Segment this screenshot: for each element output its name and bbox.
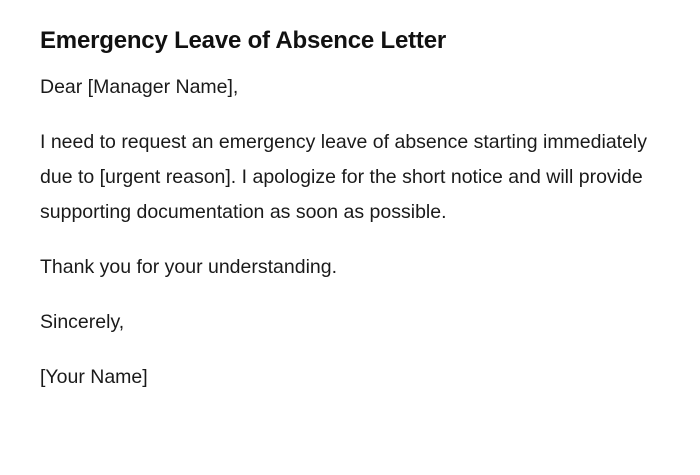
letter-body-paragraph: I need to request an emergency leave of absence starting immediately due to [urgent reason]. I apologize for the short notice and will provide supporting documentation as soon as possible.	[40, 131, 648, 223]
letter-document	[40, 24, 660, 395]
letter-thanks-line: Thank you for your understanding.	[40, 256, 338, 278]
letter-closing: Sincerely,	[40, 311, 125, 333]
letter-title: Emergency Leave of Absence Letter	[40, 27, 447, 54]
letter-salutation: Dear [Manager Name],	[40, 76, 239, 98]
letter-signature: [Your Name]	[40, 366, 148, 388]
